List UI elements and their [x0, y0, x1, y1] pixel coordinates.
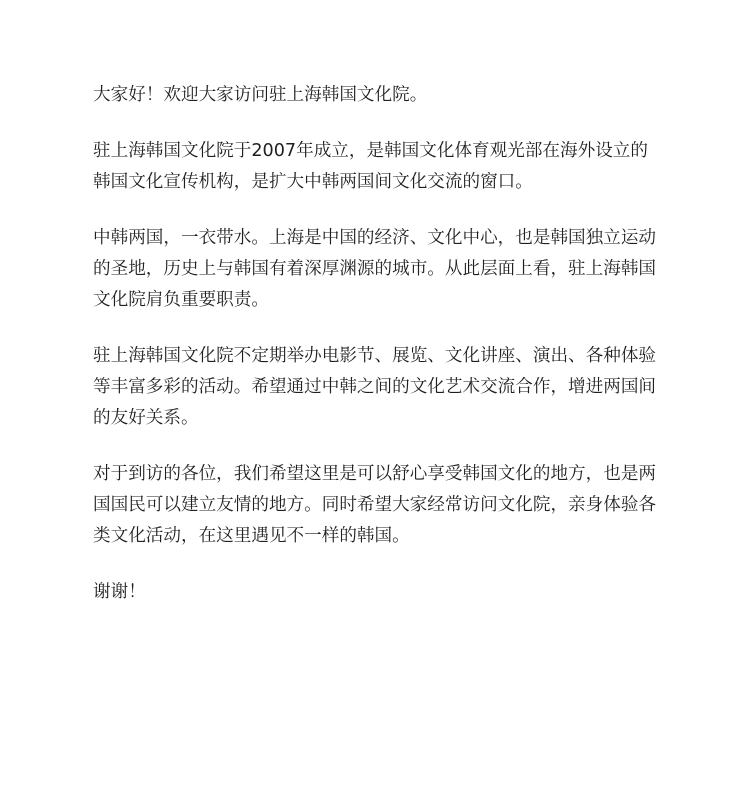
- closing-paragraph: 谢谢！: [93, 582, 146, 602]
- invitation-paragraph: 对于到访的各位，我们希望这里是可以舒心享受韩国文化的地方，也是两国国民可以建立友情的地方。同时希望大家经常访问文化院，亲身体验各类文化活动，在这里遇见不一样的韩国。: [93, 464, 657, 546]
- relations-paragraph: 中韩两国，一衣带水。上海是中国的经济、文化中心，也是韩国独立运动的圣地，历史上与韩国有着深厚渊源的城市。从此层面上看，驻上海韩国文化院肩负重要职责。: [93, 228, 657, 310]
- greeting-paragraph: 大家好！欢迎大家访问驻上海韩国文化院。: [93, 85, 428, 105]
- article-body: [93, 80, 663, 633]
- intro-paragraph: 驻上海韩国文化院于2007年成立，是韩国文化体育观光部在海外设立的韩国文化宣传机构，是扩大中韩两国间文化交流的窗口。: [93, 141, 648, 192]
- activities-paragraph: 驻上海韩国文化院不定期举办电影节、展览、文化讲座、演出、各种体验等丰富多彩的活动。希望通过中韩之间的文化艺术交流合作，增进两国间的友好关系。: [93, 346, 657, 428]
